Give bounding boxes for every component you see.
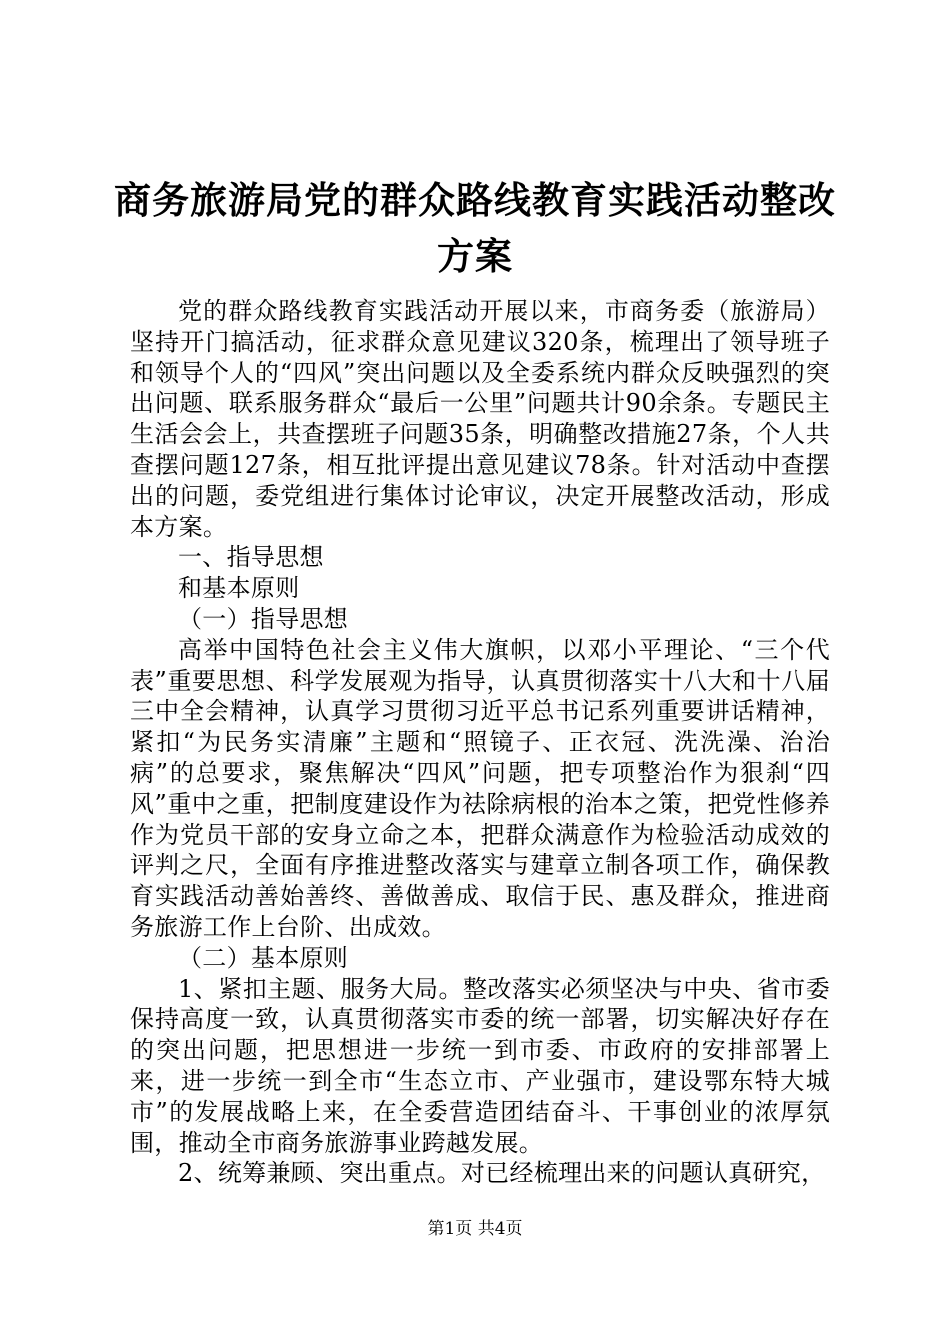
principle-2-paragraph: 2、统筹兼顾、突出重点。对已经梳理出来的问题认真研究， [178, 1159, 826, 1188]
document-body [130, 296, 830, 1189]
subsection-heading-basic-principles: （二）基本原则 [178, 943, 349, 972]
subsection-heading-guiding-ideology: （一）指导思想 [178, 604, 349, 633]
principle-1-paragraph: 1、紧扣主题、服务大局。整改落实必须坚决与中央、省市委保持高度一致，认真贯彻落实市委的统一部署，切实解决好存在的突出问题，把思想进一步统一到市委、市政府的安排部署上来，进一步统一到全市“生态立市、产业强市，建设鄂东特大城市”的发展战略上来，在全委营造团结奋斗、干事创业的浓厚氛围，推动全市商务旅游事业跨越发展。 [130, 974, 830, 1157]
guiding-ideology-paragraph: 高举中国特色社会主义伟大旗帜，以邓小平理论、“三个代表”重要思想、科学发展观为指导，认真贯彻落实十八大和十八届三中全会精神，认真学习贯彻习近平总书记系列重要讲话精神，紧扣“为民务实清廉”主题和“照镜子、正衣冠、洗洗澡、治治病”的总要求，聚焦解决“四风”问题，把专项整治作为狠刹“四风”重中之重，把制度建设作为祛除病根的治本之策，把党性修养作为党员干部的安身立命之本，把群众满意作为检验活动成效的评判之尺，全面有序推进整改落实与建章立制各项工作，确保教育实践活动善始善终、善做善成、取信于民、惠及群众，推进商务旅游工作上台阶、出成效。 [130, 635, 830, 941]
section-heading-1: 一、指导思想 [178, 543, 324, 572]
page-footer: 第1页 共4页 [427, 1219, 523, 1239]
section-heading-1-continued: 和基本原则 [178, 574, 300, 603]
document-title: 商务旅游局党的群众路线教育实践活动整改方案 [114, 178, 836, 278]
intro-paragraph: 党的群众路线教育实践活动开展以来，市商务委（旅游局）坚持开门搞活动，征求群众意见建议320条，梳理出了领导班子和领导个人的“四风”突出问题以及全委系统内群众反映强烈的突出问题、联系服务群众“最后一公里”问题共计90余条。专题民主生活会会上，共查摆班子问题35条，明确整改措施27条，个人共查摆问题127条，相互批评提出意见建议78条。针对活动中查摆出的问题，委党组进行集体讨论审议，决定开展整改活动，形成本方案。 [130, 297, 830, 541]
